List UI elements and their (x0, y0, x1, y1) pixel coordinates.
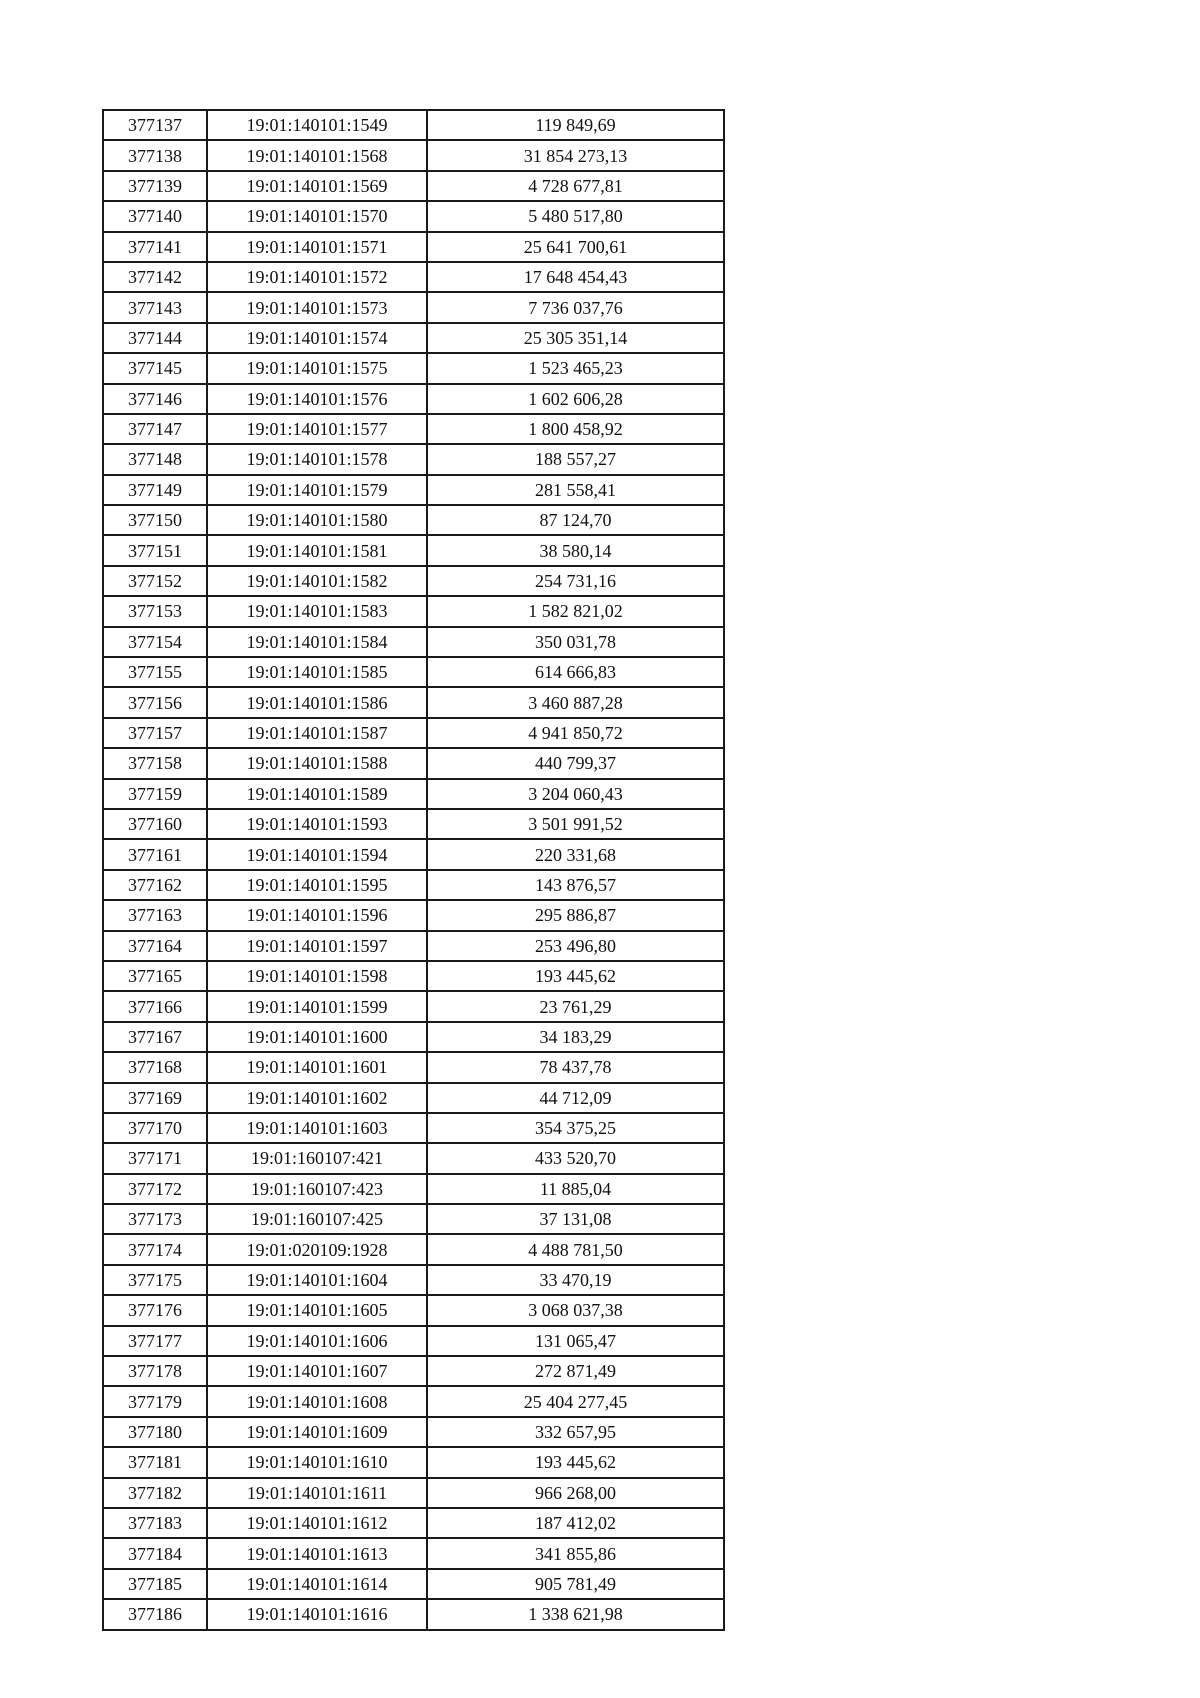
row-number-cell: 377175 (103, 1265, 207, 1295)
cadastral-value-cell: 3 501 991,52 (427, 809, 724, 839)
cadastral-value-cell: 272 871,49 (427, 1356, 724, 1386)
cadastral-number-cell: 19:01:140101:1595 (207, 870, 427, 900)
cadastral-value-cell: 3 460 887,28 (427, 687, 724, 717)
cadastral-number-cell: 19:01:140101:1576 (207, 384, 427, 414)
cadastral-value-cell: 33 470,19 (427, 1265, 724, 1295)
cadastral-number-cell: 19:01:140101:1598 (207, 961, 427, 991)
cadastral-value-cell: 614 666,83 (427, 657, 724, 687)
cadastral-number-cell: 19:01:140101:1612 (207, 1508, 427, 1538)
cadastral-number-cell: 19:01:140101:1568 (207, 140, 427, 170)
table-row (103, 1174, 724, 1204)
row-number-cell: 377166 (103, 991, 207, 1021)
row-number-cell: 377149 (103, 475, 207, 505)
row-number-cell: 377151 (103, 535, 207, 565)
cadastral-number-cell: 19:01:140101:1569 (207, 171, 427, 201)
table-row (103, 1113, 724, 1143)
cadastral-number-cell: 19:01:140101:1575 (207, 353, 427, 383)
cadastral-number-cell: 19:01:140101:1549 (207, 110, 427, 140)
row-number-cell: 377145 (103, 353, 207, 383)
table-row (103, 292, 724, 322)
row-number-cell: 377142 (103, 262, 207, 292)
cadastral-value-cell: 25 641 700,61 (427, 232, 724, 262)
cadastral-value-cell: 966 268,00 (427, 1478, 724, 1508)
table-row (103, 657, 724, 687)
row-number-cell: 377154 (103, 627, 207, 657)
table-row (103, 384, 724, 414)
row-number-cell: 377179 (103, 1386, 207, 1416)
cadastral-number-cell: 19:01:140101:1580 (207, 505, 427, 535)
cadastral-number-cell: 19:01:140101:1593 (207, 809, 427, 839)
table-row (103, 596, 724, 626)
cadastral-number-cell: 19:01:140101:1588 (207, 748, 427, 778)
cadastral-value-cell: 119 849,69 (427, 110, 724, 140)
row-number-cell: 377155 (103, 657, 207, 687)
cadastral-value-cell: 44 712,09 (427, 1083, 724, 1113)
row-number-cell: 377185 (103, 1569, 207, 1599)
cadastral-value-cell: 354 375,25 (427, 1113, 724, 1143)
row-number-cell: 377183 (103, 1508, 207, 1538)
table-row (103, 171, 724, 201)
cadastral-number-cell: 19:01:140101:1597 (207, 931, 427, 961)
table-row (103, 961, 724, 991)
cadastral-value-cell: 87 124,70 (427, 505, 724, 535)
cadastral-value-cell: 25 404 277,45 (427, 1386, 724, 1416)
table-row (103, 991, 724, 1021)
table-row (103, 870, 724, 900)
table-row (103, 566, 724, 596)
table-row (103, 1386, 724, 1416)
cadastral-value-cell: 332 657,95 (427, 1417, 724, 1447)
table-row (103, 1508, 724, 1538)
row-number-cell: 377173 (103, 1204, 207, 1234)
row-number-cell: 377172 (103, 1174, 207, 1204)
cadastral-number-cell: 19:01:140101:1609 (207, 1417, 427, 1447)
table-row (103, 809, 724, 839)
table-row (103, 505, 724, 535)
cadastral-value-cell: 295 886,87 (427, 900, 724, 930)
cadastral-value-cell: 193 445,62 (427, 961, 724, 991)
cadastral-number-cell: 19:01:140101:1594 (207, 839, 427, 869)
cadastral-number-cell: 19:01:140101:1582 (207, 566, 427, 596)
cadastral-number-cell: 19:01:140101:1601 (207, 1052, 427, 1082)
cadastral-value-cell: 78 437,78 (427, 1052, 724, 1082)
table-row (103, 323, 724, 353)
row-number-cell: 377152 (103, 566, 207, 596)
table-row (103, 1326, 724, 1356)
cadastral-number-cell: 19:01:160107:425 (207, 1204, 427, 1234)
table-row (103, 1538, 724, 1568)
cadastral-value-cell: 440 799,37 (427, 748, 724, 778)
cadastral-value-cell: 254 731,16 (427, 566, 724, 596)
cadastral-number-cell: 19:01:140101:1611 (207, 1478, 427, 1508)
cadastral-number-cell: 19:01:140101:1616 (207, 1599, 427, 1629)
row-number-cell: 377143 (103, 292, 207, 322)
row-number-cell: 377164 (103, 931, 207, 961)
cadastral-number-cell: 19:01:140101:1600 (207, 1022, 427, 1052)
cadastral-number-cell: 19:01:140101:1583 (207, 596, 427, 626)
row-number-cell: 377181 (103, 1447, 207, 1477)
table-row (103, 1143, 724, 1173)
cadastral-number-cell: 19:01:020109:1928 (207, 1234, 427, 1264)
table-row (103, 444, 724, 474)
cadastral-number-cell: 19:01:140101:1602 (207, 1083, 427, 1113)
cadastral-number-cell: 19:01:140101:1587 (207, 718, 427, 748)
row-number-cell: 377153 (103, 596, 207, 626)
table-row (103, 232, 724, 262)
table-row (103, 110, 724, 140)
cadastral-value-cell: 220 331,68 (427, 839, 724, 869)
row-number-cell: 377170 (103, 1113, 207, 1143)
cadastral-number-cell: 19:01:140101:1581 (207, 535, 427, 565)
row-number-cell: 377139 (103, 171, 207, 201)
cadastral-value-cell: 25 305 351,14 (427, 323, 724, 353)
cadastral-number-cell: 19:01:140101:1572 (207, 262, 427, 292)
table-row (103, 1569, 724, 1599)
table-row (103, 627, 724, 657)
cadastral-number-cell: 19:01:160107:423 (207, 1174, 427, 1204)
cadastral-number-cell: 19:01:140101:1604 (207, 1265, 427, 1295)
table-row (103, 931, 724, 961)
cadastral-value-cell: 131 065,47 (427, 1326, 724, 1356)
row-number-cell: 377141 (103, 232, 207, 262)
row-number-cell: 377147 (103, 414, 207, 444)
table-row (103, 1417, 724, 1447)
cadastral-number-cell: 19:01:140101:1577 (207, 414, 427, 444)
cadastral-value-cell: 3 204 060,43 (427, 779, 724, 809)
cadastral-number-cell: 19:01:140101:1607 (207, 1356, 427, 1386)
row-number-cell: 377165 (103, 961, 207, 991)
cadastral-value-cell: 143 876,57 (427, 870, 724, 900)
row-number-cell: 377157 (103, 718, 207, 748)
cadastral-number-cell: 19:01:140101:1608 (207, 1386, 427, 1416)
cadastral-value-cell: 34 183,29 (427, 1022, 724, 1052)
registry-table-body (103, 110, 724, 1630)
table-row (103, 1052, 724, 1082)
row-number-cell: 377184 (103, 1538, 207, 1568)
cadastral-value-cell: 281 558,41 (427, 475, 724, 505)
table-row (103, 1265, 724, 1295)
table-row (103, 1356, 724, 1386)
row-number-cell: 377161 (103, 839, 207, 869)
table-row (103, 718, 724, 748)
cadastral-number-cell: 19:01:140101:1586 (207, 687, 427, 717)
cadastral-number-cell: 19:01:140101:1603 (207, 1113, 427, 1143)
cadastral-number-cell: 19:01:140101:1578 (207, 444, 427, 474)
cadastral-value-cell: 38 580,14 (427, 535, 724, 565)
cadastral-number-cell: 19:01:140101:1574 (207, 323, 427, 353)
row-number-cell: 377144 (103, 323, 207, 353)
cadastral-value-cell: 4 728 677,81 (427, 171, 724, 201)
row-number-cell: 377159 (103, 779, 207, 809)
row-number-cell: 377174 (103, 1234, 207, 1264)
row-number-cell: 377176 (103, 1295, 207, 1325)
table-row (103, 1599, 724, 1629)
table-row (103, 1295, 724, 1325)
cadastral-value-cell: 17 648 454,43 (427, 262, 724, 292)
table-row (103, 748, 724, 778)
cadastral-number-cell: 19:01:140101:1596 (207, 900, 427, 930)
cadastral-number-cell: 19:01:140101:1589 (207, 779, 427, 809)
table-row (103, 140, 724, 170)
row-number-cell: 377169 (103, 1083, 207, 1113)
cadastral-value-cell: 350 031,78 (427, 627, 724, 657)
cadastral-number-cell: 19:01:140101:1613 (207, 1538, 427, 1568)
row-number-cell: 377171 (103, 1143, 207, 1173)
cadastral-value-cell: 23 761,29 (427, 991, 724, 1021)
cadastral-value-cell: 11 885,04 (427, 1174, 724, 1204)
cadastral-value-cell: 4 941 850,72 (427, 718, 724, 748)
row-number-cell: 377150 (103, 505, 207, 535)
cadastral-value-cell: 187 412,02 (427, 1508, 724, 1538)
table-row (103, 900, 724, 930)
cadastral-value-cell: 1 338 621,98 (427, 1599, 724, 1629)
cadastral-value-cell: 1 523 465,23 (427, 353, 724, 383)
cadastral-value-cell: 433 520,70 (427, 1143, 724, 1173)
row-number-cell: 377168 (103, 1052, 207, 1082)
table-row (103, 1234, 724, 1264)
cadastral-value-cell: 905 781,49 (427, 1569, 724, 1599)
cadastral-value-cell: 4 488 781,50 (427, 1234, 724, 1264)
table-row (103, 687, 724, 717)
cadastral-value-cell: 1 602 606,28 (427, 384, 724, 414)
cadastral-value-cell: 188 557,27 (427, 444, 724, 474)
table-row (103, 1083, 724, 1113)
table-row (103, 1022, 724, 1052)
row-number-cell: 377182 (103, 1478, 207, 1508)
cadastral-number-cell: 19:01:140101:1606 (207, 1326, 427, 1356)
cadastral-number-cell: 19:01:140101:1610 (207, 1447, 427, 1477)
cadastral-value-cell: 1 800 458,92 (427, 414, 724, 444)
row-number-cell: 377137 (103, 110, 207, 140)
row-number-cell: 377177 (103, 1326, 207, 1356)
cadastral-number-cell: 19:01:160107:421 (207, 1143, 427, 1173)
table-row (103, 1204, 724, 1234)
row-number-cell: 377160 (103, 809, 207, 839)
cadastral-number-cell: 19:01:140101:1570 (207, 201, 427, 231)
cadastral-number-cell: 19:01:140101:1599 (207, 991, 427, 1021)
row-number-cell: 377180 (103, 1417, 207, 1447)
row-number-cell: 377148 (103, 444, 207, 474)
cadastral-value-cell: 193 445,62 (427, 1447, 724, 1477)
cadastral-value-cell: 253 496,80 (427, 931, 724, 961)
cadastral-value-cell: 7 736 037,76 (427, 292, 724, 322)
cadastral-number-cell: 19:01:140101:1584 (207, 627, 427, 657)
row-number-cell: 377186 (103, 1599, 207, 1629)
cadastral-number-cell: 19:01:140101:1579 (207, 475, 427, 505)
cadastral-value-cell: 31 854 273,13 (427, 140, 724, 170)
cadastral-number-cell: 19:01:140101:1605 (207, 1295, 427, 1325)
row-number-cell: 377140 (103, 201, 207, 231)
row-number-cell: 377162 (103, 870, 207, 900)
row-number-cell: 377146 (103, 384, 207, 414)
row-number-cell: 377138 (103, 140, 207, 170)
table-row (103, 839, 724, 869)
row-number-cell: 377163 (103, 900, 207, 930)
table-row (103, 353, 724, 383)
row-number-cell: 377178 (103, 1356, 207, 1386)
table-row (103, 262, 724, 292)
table-row (103, 779, 724, 809)
cadastral-number-cell: 19:01:140101:1571 (207, 232, 427, 262)
cadastral-value-cell: 37 131,08 (427, 1204, 724, 1234)
row-number-cell: 377167 (103, 1022, 207, 1052)
cadastral-value-cell: 5 480 517,80 (427, 201, 724, 231)
row-number-cell: 377158 (103, 748, 207, 778)
cadastral-number-cell: 19:01:140101:1573 (207, 292, 427, 322)
row-number-cell: 377156 (103, 687, 207, 717)
table-row (103, 1447, 724, 1477)
cadastral-number-cell: 19:01:140101:1614 (207, 1569, 427, 1599)
table-row (103, 475, 724, 505)
cadastral-value-cell: 1 582 821,02 (427, 596, 724, 626)
cadastral-value-cell: 3 068 037,38 (427, 1295, 724, 1325)
table-row (103, 535, 724, 565)
cadastral-value-cell: 341 855,86 (427, 1538, 724, 1568)
table-row (103, 414, 724, 444)
table-row (103, 1478, 724, 1508)
table-row (103, 201, 724, 231)
registry-table (102, 109, 725, 1631)
cadastral-number-cell: 19:01:140101:1585 (207, 657, 427, 687)
